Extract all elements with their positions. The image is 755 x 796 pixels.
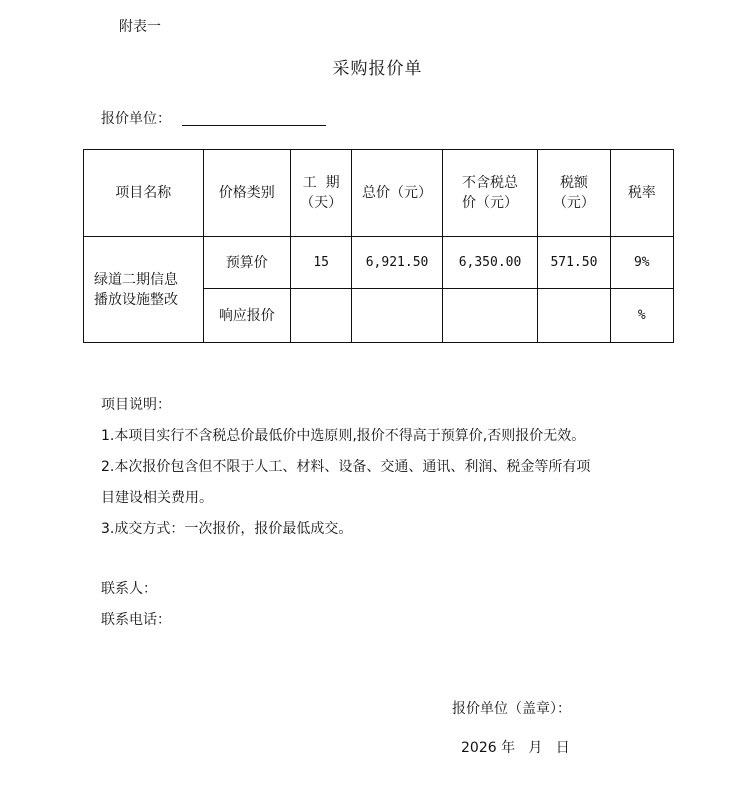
table-header-row [84,150,674,237]
contact-phone-label: 联系电话： [101,612,171,628]
date-line: 2026 年 月 日 [461,740,570,756]
row-budget-tax: 571.50 [538,237,610,289]
row-response-pretax[interactable] [442,289,537,343]
quote-table [83,149,674,343]
unit-label: 报价单位： [101,111,171,127]
header-pretax-line2: 价（元） [462,195,519,211]
table-row [84,237,674,289]
contact-person-label: 联系人： [101,581,157,597]
notes-item-3: 3.成交方式：一次报价，报价最低成交。 [101,521,353,537]
header-tax-line1: 税额 [559,175,588,191]
header-total: 总价（元） [352,150,442,237]
header-pretax [442,150,537,237]
annex-label: 附表一 [119,19,161,35]
header-tax [538,150,610,237]
header-period-line2: （天） [300,195,343,211]
header-rate: 税率 [610,150,673,237]
notes-item-1: 1.本项目实行不含税总价最低价中选原则,报价不得高于预算价,否则报价无效。 [101,428,586,444]
seal-label: 报价单位（盖章）： [452,701,571,717]
header-project-name: 项目名称 [84,150,204,237]
header-period-line1: 工 期 [302,175,340,191]
header-period [291,150,352,237]
row-response-total[interactable] [352,289,442,343]
project-name-line2: 播放设施整改 [94,291,178,308]
row-response-type: 响应报价 [203,289,290,343]
row-budget-period: 15 [291,237,352,289]
header-price-type: 价格类别 [203,150,290,237]
row-budget-total: 6,921.50 [352,237,442,289]
row-budget-pretax: 6,350.00 [442,237,537,289]
row-response-period[interactable] [291,289,352,343]
page-title: 采购报价单 [332,59,423,79]
row-budget-rate: 9% [610,237,673,289]
row-budget-type: 预算价 [203,237,290,289]
notes-item-2-line1: 2.本次报价包含但不限于人工、材料、设备、交通、通讯、利润、税金等所有项 [101,459,591,475]
row-response-tax[interactable] [538,289,610,343]
project-name-cell [84,237,204,343]
unit-blank-line[interactable] [182,125,326,126]
project-notes [101,390,671,545]
row-response-rate[interactable]: % [610,289,673,343]
header-pretax-line1: 不含税总 [462,175,519,191]
project-name-line1: 绿道二期信息 [94,271,178,288]
contact-block [101,574,171,636]
notes-item-2-line2: 目建设相关费用。 [101,490,213,506]
notes-heading: 项目说明： [101,397,171,413]
header-tax-line2: （元） [552,195,595,211]
